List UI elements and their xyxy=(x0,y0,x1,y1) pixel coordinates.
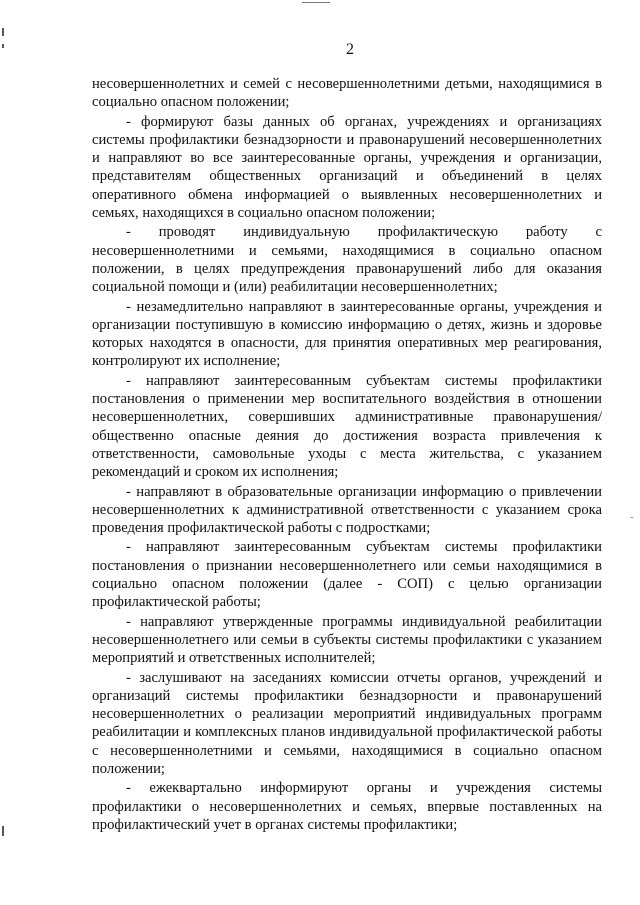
paragraph: - направляют заинтересованным субъектам системы профилактики постановления о применении мер воспитательного воздействия в отношении несовершеннолетних, совершивших административные правонарушения/ общественно опасные деяния до достижения возраста привлечения к ответственности, самовольные уходы с места жительства, с указанием рекомендаций и сроком их исполнения; xyxy=(92,372,602,481)
margin-mark xyxy=(2,826,4,836)
paragraph: - заслушивают на заседаниях комиссии отчеты органов, учреждений и организаций системы профилактики безнадзорности и правонарушений несовершеннолетних о реализации мероприятий индивидуальных программ реабилитации и комплексных планов индивидуальной профилактической работы с несовершеннолетними и семьями, находящимися в социально опасном положении; xyxy=(92,669,602,777)
paragraph: - направляют в образовательные организации информацию о привлечении несовершеннолетних к административной ответственности с указанием срока проведения профилактической работы с подростками; xyxy=(92,483,602,537)
paragraph: несовершеннолетних и семей с несовершеннолетними детьми, находящимися в социально опасном положении; xyxy=(92,76,602,111)
right-margin-mark: - xyxy=(630,512,634,523)
paragraph: - формируют базы данных об органах, учреждениях и организациях системы профилактики безнадзорности и правонарушений несовершеннолетних и направляют во все заинтересованные органы, учреждения и организации, представителям общественных организаций и объединений в целях оперативного обмена информацией о выявленных несовершеннолетних и семьях, находящихся в социально опасном положении; xyxy=(92,113,602,222)
paragraph: - незамедлительно направляют в заинтересованные органы, учреждения и организации поступившую в комиссию информацию о детях, жизнь и здоровье которых находятся в опасности, для принятия оперативных мер реагирования, контролируют их исполнение; xyxy=(92,298,602,370)
paragraph: - направляют заинтересованным субъектам системы профилактики постановления о признании несовершеннолетнего или семьи находящимися в социально опасном положении (далее - СОП) с целью организации профилактической работы; xyxy=(92,539,602,611)
document-body xyxy=(92,75,602,834)
margin-mark xyxy=(2,28,4,36)
page-number: 2 xyxy=(346,41,354,58)
top-rule xyxy=(302,2,330,3)
paragraph: - проводят индивидуальную профилактическую работу с несовершеннолетними и семьями, находящимися в социально опасном положении, в целях предупреждения правонарушений либо для оказания социальной помощи и (или) реабилитации несовершеннолетних; xyxy=(92,224,602,296)
paragraph: - ежеквартально информируют органы и учреждения системы профилактики о несовершеннолетних и семьях, впервые поставленных на профилактический учет в органах системы профилактики; xyxy=(92,780,602,833)
paragraph: - направляют утвержденные программы индивидуальной реабилитации несовершеннолетнего или семьи в субъекты системы профилактики с указанием мероприятий и ответственных исполнителей; xyxy=(92,613,602,667)
